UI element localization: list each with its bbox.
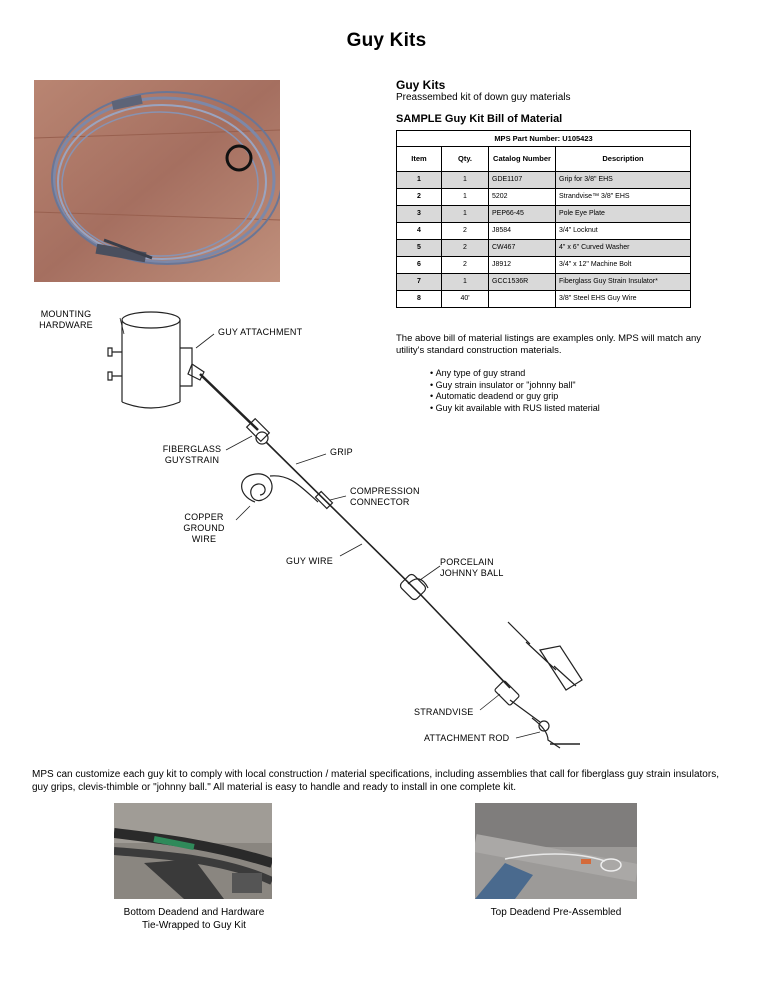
- label-line: JOHNNY BALL: [440, 568, 504, 578]
- bom-row: [397, 257, 691, 274]
- top-deadend-photo: [475, 803, 637, 899]
- label-compression-connector: [350, 486, 420, 508]
- bom-qty: 2: [442, 240, 489, 257]
- feature-item: • Automatic deadend or guy grip: [430, 391, 600, 403]
- label-fiberglass-guystrain: [152, 444, 232, 466]
- feature-item: • Guy kit available with RUS listed material: [430, 403, 600, 415]
- bom-item: 1: [397, 172, 442, 189]
- label-line: COMPRESSION: [350, 486, 420, 496]
- bom-description: Grip for 3/8" EHS: [556, 172, 691, 189]
- attachment-rod-drawing: [510, 700, 560, 748]
- bom-description: Pole Eye Plate: [556, 206, 691, 223]
- label-line: WIRE: [191, 534, 217, 544]
- pole-drawing: [122, 320, 180, 402]
- label-line: MOUNTING: [40, 309, 92, 319]
- bom-qty: 2: [442, 257, 489, 274]
- bom-description: 3/4" Locknut: [556, 223, 691, 240]
- bom-catalog: J8584: [489, 223, 556, 240]
- label-guy-wire: GUY WIRE: [286, 556, 333, 566]
- bom-description: Strandvise™ 3/8" EHS: [556, 189, 691, 206]
- bom-catalog: J8912: [489, 257, 556, 274]
- label-attachment-rod: ATTACHMENT ROD: [424, 733, 510, 743]
- bom-catalog: GCC1536R: [489, 274, 556, 291]
- bom-qty: 1: [442, 274, 489, 291]
- bom-header-description: Description: [556, 147, 691, 172]
- customize-paragraph: MPS can customize each guy kit to comply with local construction / material specifications, including assemblies that call for fiberglass guy strain insulators, guy grips, clevis-thimble or "johnny ball." All material is easy to handle and ready to install in one complete kit.: [32, 769, 719, 793]
- bom-row: [397, 223, 691, 240]
- label-line: GROUND: [183, 523, 225, 533]
- guy-kit-diagram: [0, 290, 773, 760]
- label-line: PORCELAIN: [440, 557, 494, 567]
- bom-catalog: CW467: [489, 240, 556, 257]
- caption-line: Tie-Wrapped to Guy Kit: [142, 920, 246, 931]
- kit-subheading: Preassembed kit of down guy materials: [396, 92, 571, 103]
- bom-row: [397, 189, 691, 206]
- bom-table: [396, 130, 691, 308]
- bom-item: 4: [397, 223, 442, 240]
- kit-heading: Guy Kits: [396, 78, 446, 92]
- bottom-deadend-photo: [114, 803, 272, 899]
- bom-qty: 40': [442, 291, 489, 308]
- bom-title: SAMPLE Guy Kit Bill of Material: [396, 113, 563, 125]
- bom-item: 5: [397, 240, 442, 257]
- label-line: FIBERGLASS: [162, 444, 222, 454]
- guy-kit-coil-photo: [34, 80, 280, 282]
- mounting-hardware-drawing: [108, 348, 122, 380]
- bom-item: 3: [397, 206, 442, 223]
- copper-ground-wire-drawing: [242, 474, 318, 502]
- bom-qty: 1: [442, 189, 489, 206]
- feature-item: • Guy strain insulator or "johnny ball": [430, 380, 600, 392]
- label-guy-attachment: GUY ATTACHMENT: [218, 327, 303, 337]
- bom-catalog: GDE1107: [489, 172, 556, 189]
- bom-description: 3/8" Steel EHS Guy Wire: [556, 291, 691, 308]
- bom-description: Fiberglass Guy Strain Insulator*: [556, 274, 691, 291]
- label-line: HARDWARE: [39, 320, 93, 330]
- top-deadend-caption: Top Deadend Pre-Assembled: [490, 907, 622, 918]
- bom-note: The above bill of material listings are examples only. MPS will match any utility's standard construction materials.: [396, 333, 702, 356]
- label-copper-ground-wire: [176, 512, 232, 545]
- label-strandvise: STRANDVISE: [414, 707, 474, 717]
- bom-description: 4" x 6" Curved Washer: [556, 240, 691, 257]
- bom-row: [397, 274, 691, 291]
- feature-item: • Any type of guy strand: [430, 368, 600, 380]
- label-porcelain-johnny-ball: [440, 557, 504, 579]
- deadend-detail-drawing: [508, 622, 582, 690]
- bom-part-number: MPS Part Number: U105423: [397, 131, 691, 147]
- page-title: Guy Kits: [346, 30, 427, 51]
- bom-row: [397, 172, 691, 189]
- caption-line: Bottom Deadend and Hardware: [123, 907, 265, 918]
- bom-catalog: 5202: [489, 189, 556, 206]
- label-grip: GRIP: [330, 447, 353, 457]
- bom-item: 7: [397, 274, 442, 291]
- bom-item: 8: [397, 291, 442, 308]
- bom-description: 3/4" x 12" Machine Bolt: [556, 257, 691, 274]
- bom-header-item: Item: [397, 147, 442, 172]
- bom-item: 6: [397, 257, 442, 274]
- guy-attachment-drawing: [180, 348, 204, 386]
- bom-row: [397, 240, 691, 257]
- label-line: GUYSTRAIN: [164, 455, 220, 465]
- bom-qty: 1: [442, 172, 489, 189]
- bom-qty: 1: [442, 206, 489, 223]
- bom-catalog: PEP66-45: [489, 206, 556, 223]
- bom-row: [397, 206, 691, 223]
- bom-qty: 2: [442, 223, 489, 240]
- label-mounting-hardware: [30, 309, 102, 331]
- label-line: COPPER: [184, 512, 224, 522]
- bom-header-catalog: Catalog Number: [489, 147, 556, 172]
- bom-header-qty: Qty.: [442, 147, 489, 172]
- bottom-deadend-caption: [96, 906, 292, 932]
- bom-item: 2: [397, 189, 442, 206]
- label-line: CONNECTOR: [350, 497, 410, 507]
